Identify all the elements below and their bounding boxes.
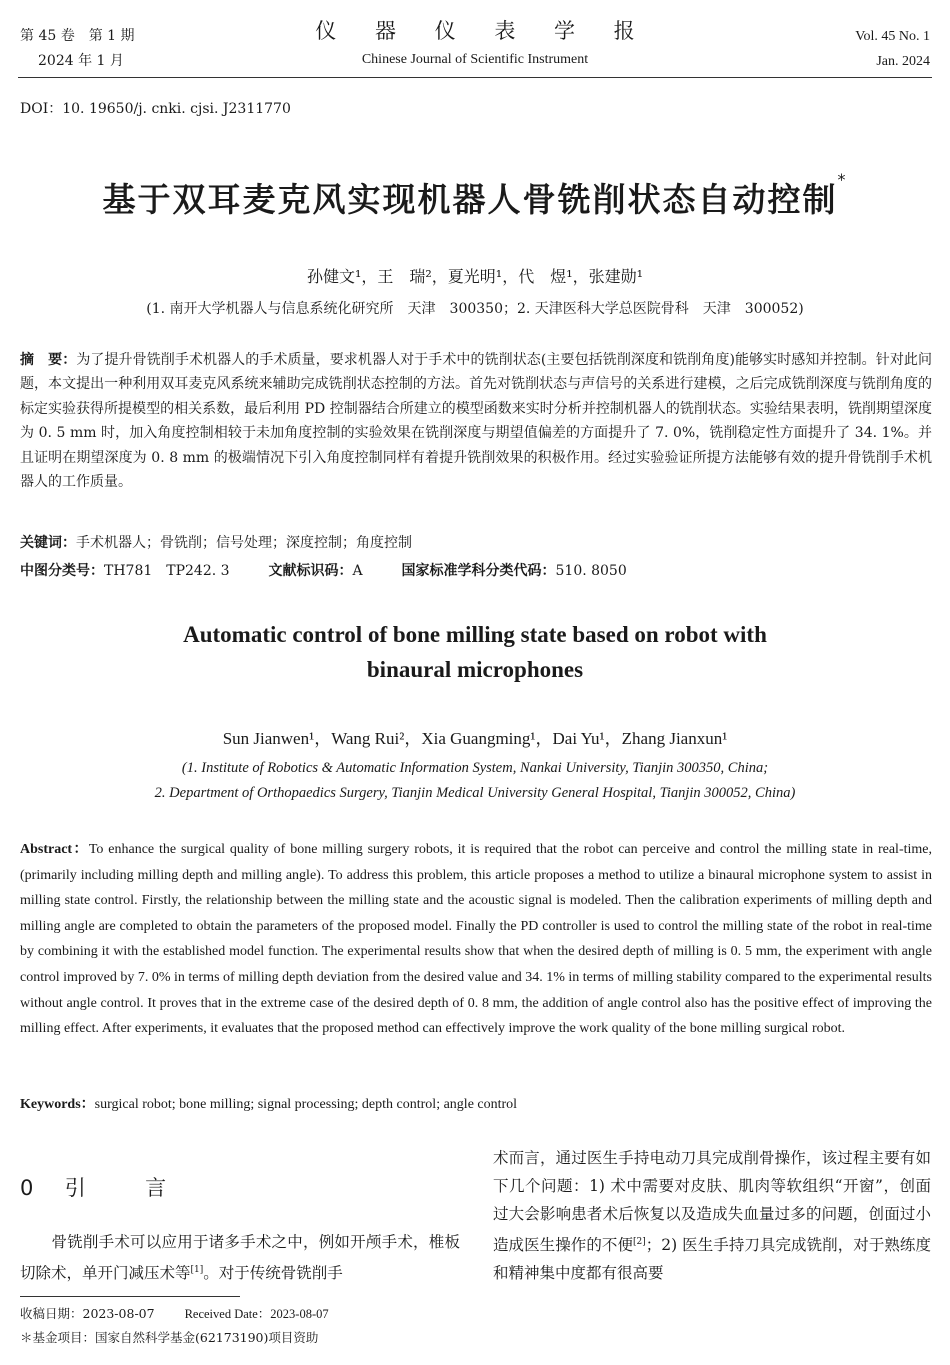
- abstract-cn-label: 摘 要：: [20, 352, 77, 368]
- clc-label: 中图分类号：: [20, 563, 104, 579]
- body-left-tail: 。对于传统骨铣削手: [203, 1264, 343, 1283]
- title-footnote-mark: *: [837, 170, 848, 189]
- doc-code-value: A: [352, 563, 363, 579]
- title-cn-text: 基于双耳麦克风实现机器人骨铣削状态自动控制: [102, 180, 838, 219]
- title-en-line1: Automatic control of bone milling state based on robot with: [183, 622, 767, 647]
- section-title-char-2: 言: [145, 1176, 167, 1200]
- volume-en: Vol. 45 No. 1: [855, 29, 930, 44]
- affiliation-cn: (1. 南开大学机器人与信息系统化研究所 天津 300350；2. 天津医科大学总医院骨科 天津 300052): [146, 301, 804, 317]
- footnote-received: [20, 1304, 329, 1322]
- header-volume-en-block: [855, 24, 930, 74]
- footnote-fund: ＊基金项目：国家自然科学基金(62173190)项目资助: [20, 1330, 319, 1345]
- doi: DOI：10. 19650/j. cnki. cjsi. J2311770: [20, 101, 291, 117]
- date-cn: 2024 年 1 月: [38, 53, 124, 69]
- citation-1: [1]: [190, 1265, 204, 1275]
- section-title-char-1: 引: [64, 1176, 86, 1200]
- body-column-left: [20, 1228, 460, 1287]
- keywords-en-label: Keywords：: [20, 1097, 95, 1112]
- paper-title-en: [0, 617, 950, 687]
- footnote-rule: [20, 1296, 240, 1297]
- keywords-en: [20, 1093, 932, 1113]
- body-column-right: [493, 1144, 931, 1287]
- paper-title-cn: [0, 170, 950, 221]
- body-left-text: 骨铣削手术可以应用于诸多手术之中，例如开颅手术，椎板切除术，单开门减压术等: [20, 1233, 460, 1283]
- section-heading-introduction: [20, 1172, 166, 1202]
- header-rule: [18, 77, 932, 78]
- abstract-cn-text: 为了提升骨铣削手术机器人的手术质量，要求机器人对于手术中的铣削状态(主要包括铣削深度和铣削角度)能够实时感知并控制。针对此问题，本文提出一种利用双耳麦克风系统来辅助完成铣削状态控制的方法。首先对铣削状态与声信号的关系进行建模，之后完成铣削深度与铣削角度的标定实验获得所提模型的相关系数，最后利用 PD 控制器结合所建立的模型函数来实时分析并控制机器人的铣削状态。实验结果表明，铣削期望深度为 0. 5 mm 时，加入角度控制相较于未加角度控制的实验效果在铣削深度与期望值偏差的方面提升了 7. 0%，铣削稳定性方面提升了 34. 1%。并且证明在期望深度为 0. 8 mm 的极端情况下引入角度控制同样有着提升铣削效果的积极作用。经过实验验证所提方法能够有效的提升骨铣削手术机器人的工作质量。: [20, 352, 932, 491]
- keywords-cn-label: 关键词：: [20, 535, 76, 551]
- abstract-en-text: To enhance the surgical quality of bone milling surgery robots, it is required that the robot can perceive and control the milling state in real-time, (primarily including milling depth and milling angle). To address this problem, this article proposes a method to utilize a binaural microphone system to assist in milling state control. Firstly, the relationship between the milling state and the acoustic signal is modeled. Then the calibration experiments of milling depth and milling angle are completed to obtain the parameters of the proposed model. Finally the PD controller is used to control the milling state of the robot in real-time by combining it with the established model function. The experimental results show that when the desired depth of milling is 0. 5 mm, the experiment with angle control improved by 7. 0% in terms of milling depth deviation from the desired value and 34. 1% in terms of milling stability compared to the experimental results without angle control. It proves that in the extreme case of the desired depth of 0. 8 mm, the addition of angle control also has the positive effect of improving the milling effect. After experiments, it evaluates that the proposed method can effectively improve the work quality of the bone milling surgical robot.: [20, 842, 932, 1037]
- keywords-en-text: surgical robot; bone milling; signal processing; depth control; angle control: [94, 1097, 518, 1112]
- doc-code-label: 文献标识码：: [268, 563, 353, 579]
- body-right-tail: ；2) 医生手持刀具完成铣削，对于熟练度和精神集中度都有很高要: [493, 1236, 931, 1283]
- body-right-text: 术而言，通过医生手持电动刀具完成削骨操作，该过程主要有如下几个问题：1) 术中需要对皮肤、肌肉等软组织“开窗”，创面过大会影响患者术后恢复以及造成失血量过多的问题，创面过小造成医生操作的不便: [493, 1149, 931, 1255]
- abstract-en: [20, 837, 932, 1042]
- date-en: Jan. 2024: [876, 54, 930, 69]
- authors-en: Sun Jianwen¹，Wang Rui²，Xia Guangming¹，Dai Yu¹，Zhang Jianxun¹: [222, 729, 728, 748]
- affiliation-en-2: 2. Department of Orthopaedics Surgery, Tianjin Medical University General Hospital, Tianjin 300052, China): [154, 785, 796, 801]
- authors-cn: 孙健文¹，王 瑞²，夏光明¹，代 煜¹，张建勋¹: [306, 267, 644, 286]
- received-date-en: Received Date：2023-08-07: [184, 1307, 329, 1321]
- volume-cn: 第 45 卷 第 1 期: [20, 28, 135, 44]
- clc-value: TH781 TP242. 3: [104, 563, 230, 579]
- classification-line: [20, 560, 932, 580]
- std-code-value: 510. 8050: [555, 563, 627, 579]
- affiliation-en-1: (1. Institute of Robotics & Automatic Information System, Nankai University, Tianjin 300350, China;: [181, 760, 769, 776]
- journal-name-en: Chinese Journal of Scientific Instrument: [361, 52, 589, 67]
- citation-2: [2]: [633, 1237, 646, 1247]
- section-number: 0: [20, 1176, 34, 1200]
- std-code-label: 国家标准学科分类代码：: [401, 563, 556, 579]
- received-date-cn: 收稿日期：2023-08-07: [20, 1306, 155, 1321]
- keywords-cn: [20, 532, 932, 552]
- keywords-cn-text: 手术机器人；骨铣削；信号处理；深度控制；角度控制: [76, 535, 412, 551]
- journal-name-cn: 仪 器 仪 表 学 报: [315, 19, 651, 43]
- abstract-cn: [20, 348, 932, 494]
- journal-header: [0, 18, 950, 68]
- title-en-line2: binaural microphones: [366, 657, 584, 682]
- abstract-en-label: Abstract：: [20, 842, 89, 857]
